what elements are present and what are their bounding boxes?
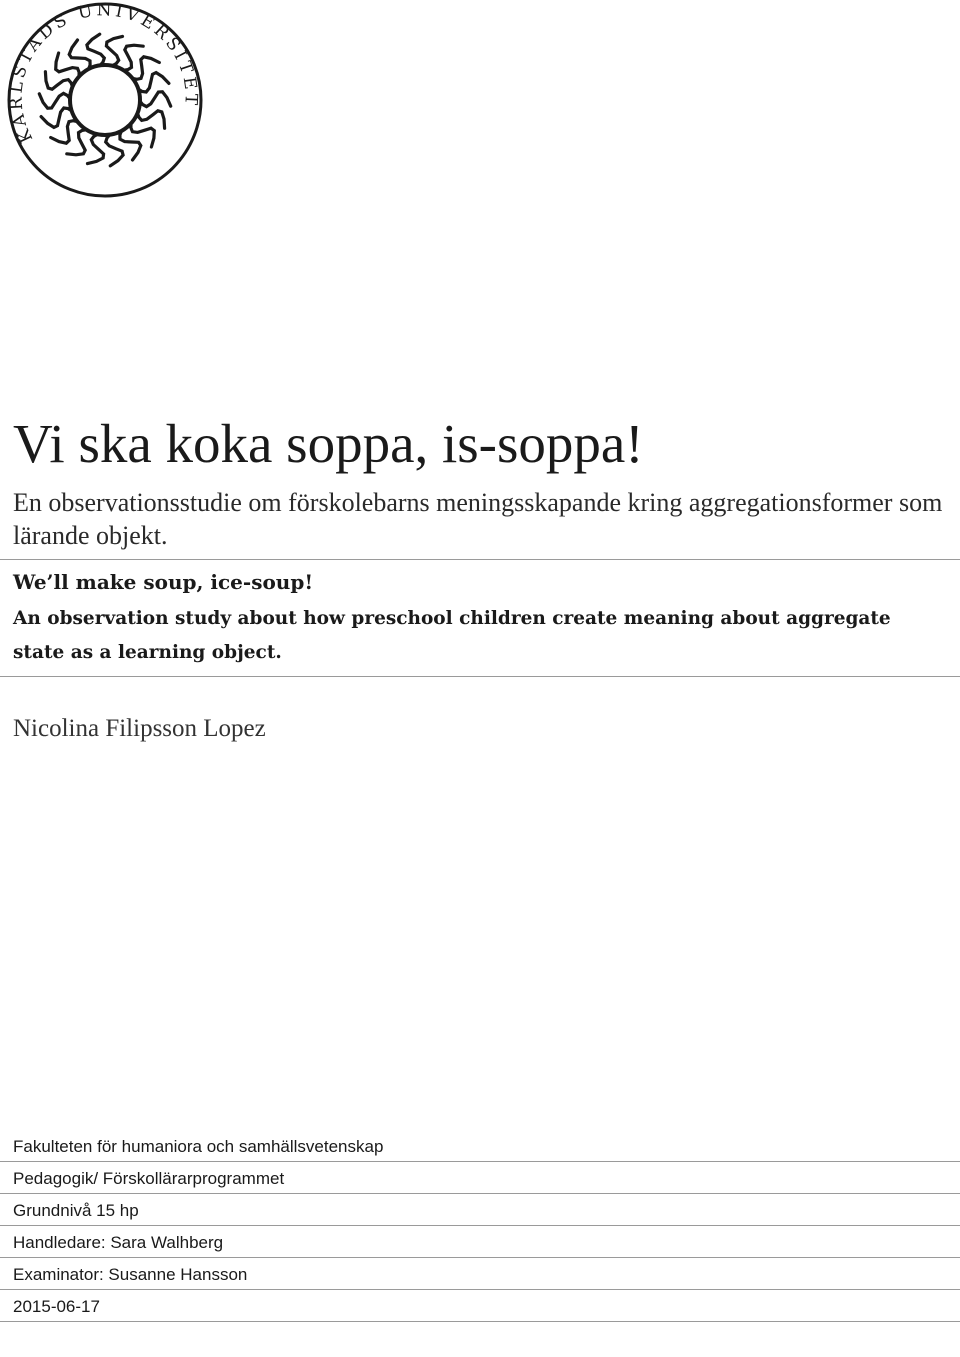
divider [0,559,960,560]
supervisor: Handledare: Sara Walhberg [0,1226,960,1258]
subtitle-english: An observation study about how preschool children create meaning about aggregate state as a learning object. [13,608,891,663]
sun-ray [106,36,122,66]
sun-ray [67,129,88,154]
faculty: Fakulteten för humaniora och samhällsvetenskap [0,1130,960,1162]
author-name: Nicolina Filipsson Lopez [13,715,266,742]
title-english: We’ll make soup, ice-soup! [13,570,314,594]
level: Grundnivå 15 hp [0,1194,960,1226]
sun-ray [39,93,71,108]
sun-ray [137,111,165,129]
university-seal-logo [4,2,206,202]
examiner: Examinator: Susanne Hansson [0,1258,960,1290]
sun-ray [139,92,171,107]
sun-ray [122,45,143,70]
subtitle-swedish: En observationsstudie om förskolebarns meningsskapande kring aggregationsformer som lärande objekt. [13,488,943,550]
date: 2015-06-17 [0,1290,960,1322]
sun-ray [45,72,73,90]
sun-ray [51,121,79,144]
seal-text: KARLSTADS UNIVERSITET [6,2,201,146]
program: Pedagogik/ Förskollärarprogrammet [0,1162,960,1194]
sun-ray [131,57,159,80]
page-title: Vi ska koka soppa, is-soppa! [13,413,644,474]
sun-ray [88,134,104,164]
divider [0,676,960,677]
thesis-metadata [0,1130,960,1322]
